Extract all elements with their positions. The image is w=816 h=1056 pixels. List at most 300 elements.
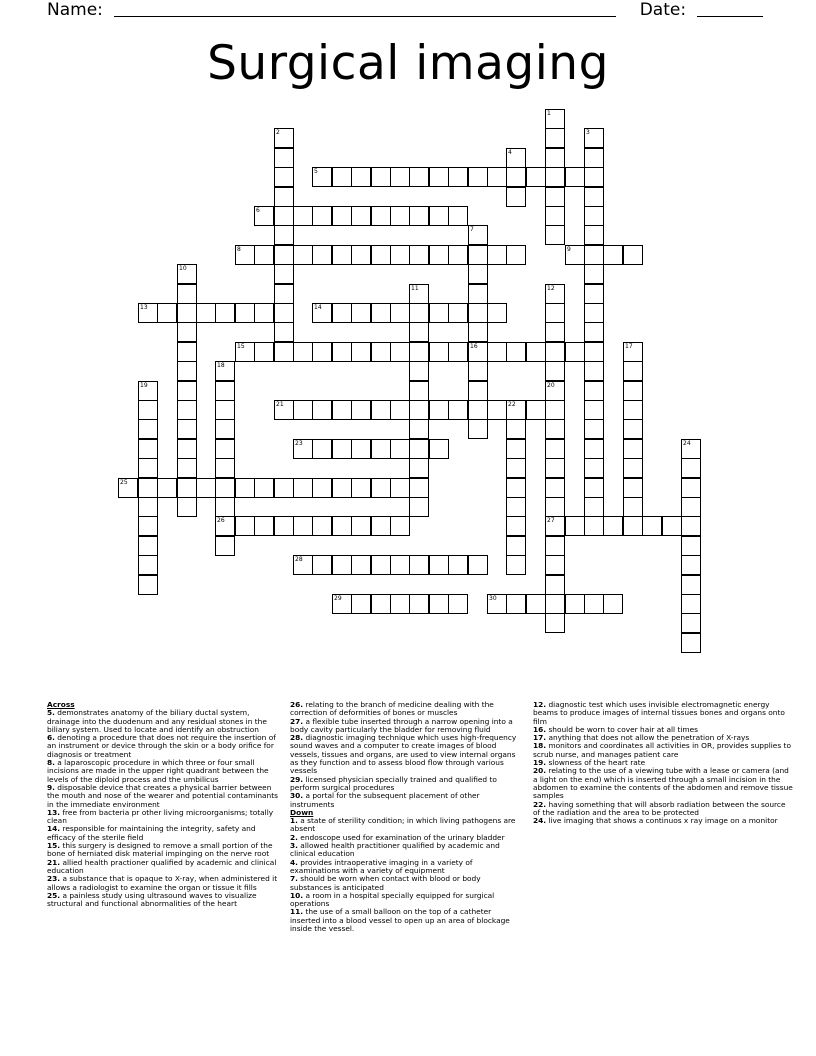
grid-cell[interactable] [409, 400, 429, 420]
grid-cell[interactable] [332, 342, 352, 362]
grid-cell[interactable] [274, 167, 294, 187]
grid-cell[interactable] [681, 497, 701, 517]
grid-cell[interactable] [565, 342, 585, 362]
grid-cell[interactable] [429, 206, 449, 226]
grid-cell[interactable] [293, 342, 313, 362]
grid-cell[interactable] [545, 167, 565, 187]
grid-cell[interactable] [545, 497, 565, 517]
grid-cell[interactable] [274, 342, 294, 362]
grid-cell[interactable] [468, 303, 488, 323]
grid-cell[interactable] [409, 284, 429, 304]
grid-cell[interactable] [681, 439, 701, 459]
grid-cell[interactable] [487, 245, 507, 265]
grid-cell[interactable] [545, 613, 565, 633]
grid-cell[interactable] [468, 361, 488, 381]
grid-cell[interactable] [506, 187, 526, 207]
grid-cell[interactable] [177, 322, 197, 342]
clue-item [290, 792, 522, 809]
grid-cell[interactable] [177, 361, 197, 381]
grid-cell[interactable] [506, 148, 526, 168]
grid-cell[interactable] [351, 245, 371, 265]
grid-cell[interactable] [177, 264, 197, 284]
grid-cell[interactable] [274, 206, 294, 226]
grid-cell[interactable] [506, 400, 526, 420]
grid-cell[interactable] [409, 206, 429, 226]
grid-cell[interactable] [681, 594, 701, 614]
grid-cell[interactable] [429, 303, 449, 323]
grid-cell[interactable] [506, 458, 526, 478]
grid-cell[interactable] [584, 303, 604, 323]
grid-cell[interactable] [487, 400, 507, 420]
grid-cell[interactable] [390, 594, 410, 614]
grid-cell[interactable] [603, 245, 623, 265]
grid-cell[interactable] [545, 575, 565, 595]
clue-item-number: 30. [290, 791, 304, 801]
grid-cell[interactable] [487, 594, 507, 614]
grid-cell[interactable] [681, 516, 701, 536]
grid-cell[interactable] [332, 206, 352, 226]
grid-cell[interactable] [409, 594, 429, 614]
grid-cell[interactable] [390, 206, 410, 226]
grid-cell[interactable] [312, 478, 332, 498]
grid-cell[interactable] [371, 342, 391, 362]
grid-cell[interactable] [274, 128, 294, 148]
grid-cell[interactable] [138, 497, 158, 517]
grid-cell[interactable] [215, 419, 235, 439]
grid-cell[interactable] [312, 303, 332, 323]
grid-cell[interactable] [662, 516, 682, 536]
grid-cell[interactable] [584, 245, 604, 265]
grid-cell[interactable] [390, 167, 410, 187]
grid-cell[interactable] [681, 478, 701, 498]
grid-cell[interactable] [642, 516, 662, 536]
grid-cell[interactable] [371, 555, 391, 575]
grid-cell[interactable] [215, 400, 235, 420]
grid-cell[interactable] [623, 361, 643, 381]
grid-cell[interactable] [429, 400, 449, 420]
grid-cell[interactable] [584, 206, 604, 226]
grid-cell[interactable] [545, 109, 565, 129]
grid-cell[interactable] [545, 555, 565, 575]
grid-cell[interactable] [429, 245, 449, 265]
across-heading: Across [47, 700, 75, 709]
grid-cell[interactable] [584, 439, 604, 459]
grid-cell[interactable] [138, 555, 158, 575]
grid-cell[interactable] [584, 225, 604, 245]
grid-cell[interactable] [293, 555, 313, 575]
grid-cell[interactable] [448, 555, 468, 575]
grid-cell[interactable] [332, 303, 352, 323]
grid-cell[interactable] [390, 555, 410, 575]
grid-cell[interactable] [157, 303, 177, 323]
grid-cell[interactable] [235, 478, 255, 498]
grid-cell[interactable] [506, 245, 526, 265]
grid-cell[interactable] [351, 400, 371, 420]
grid-cell[interactable] [584, 419, 604, 439]
grid-cell[interactable] [274, 284, 294, 304]
grid-cell[interactable] [254, 516, 274, 536]
grid-cell[interactable] [584, 264, 604, 284]
grid-cell[interactable] [584, 148, 604, 168]
grid-cell[interactable] [215, 478, 235, 498]
grid-cell[interactable] [138, 400, 158, 420]
clue-item-number: 29. [290, 774, 304, 784]
grid-cell[interactable] [254, 342, 274, 362]
grid-cell[interactable] [468, 167, 488, 187]
grid-cell[interactable] [506, 419, 526, 439]
grid-cell[interactable] [351, 478, 371, 498]
grid-cell[interactable] [506, 497, 526, 517]
grid-cell[interactable] [371, 400, 391, 420]
grid-cell[interactable] [506, 555, 526, 575]
grid-cell[interactable] [448, 167, 468, 187]
grid-cell[interactable] [545, 128, 565, 148]
grid-cell[interactable] [351, 439, 371, 459]
grid-cell[interactable] [254, 245, 274, 265]
grid-cell[interactable] [623, 497, 643, 517]
grid-cell[interactable] [565, 516, 585, 536]
grid-cell[interactable] [274, 516, 294, 536]
clue-number: 5 [314, 168, 318, 175]
grid-cell[interactable] [429, 167, 449, 187]
grid-cell[interactable] [332, 245, 352, 265]
grid-cell[interactable] [584, 400, 604, 420]
grid-cell[interactable] [603, 594, 623, 614]
grid-cell[interactable] [448, 400, 468, 420]
clue-number: 10 [179, 265, 187, 272]
grid-cell[interactable] [429, 555, 449, 575]
grid-cell[interactable] [274, 322, 294, 342]
grid-cell[interactable] [177, 497, 197, 517]
grid-cell[interactable] [196, 303, 216, 323]
grid-cell[interactable] [526, 400, 546, 420]
grid-cell[interactable] [409, 322, 429, 342]
grid-cell[interactable] [371, 167, 391, 187]
grid-cell[interactable] [351, 555, 371, 575]
grid-cell[interactable] [584, 167, 604, 187]
grid-cell[interactable] [409, 167, 429, 187]
grid-cell[interactable] [448, 303, 468, 323]
grid-cell[interactable] [390, 478, 410, 498]
grid-cell[interactable] [545, 478, 565, 498]
clue-item [290, 817, 522, 834]
grid-cell[interactable] [584, 128, 604, 148]
grid-cell[interactable] [506, 342, 526, 362]
grid-cell[interactable] [215, 497, 235, 517]
grid-cell[interactable] [177, 478, 197, 498]
grid-cell[interactable] [623, 381, 643, 401]
grid-cell[interactable] [545, 322, 565, 342]
grid-cell[interactable] [332, 594, 352, 614]
grid-cell[interactable] [603, 516, 623, 536]
grid-cell[interactable] [235, 342, 255, 362]
grid-cell[interactable] [468, 225, 488, 245]
grid-cell[interactable] [177, 400, 197, 420]
grid-cell[interactable] [584, 322, 604, 342]
grid-cell[interactable] [177, 284, 197, 304]
grid-cell[interactable] [584, 361, 604, 381]
grid-cell[interactable] [468, 322, 488, 342]
grid-cell[interactable] [409, 245, 429, 265]
grid-cell[interactable] [526, 594, 546, 614]
grid-cell[interactable] [312, 167, 332, 187]
grid-cell[interactable] [138, 516, 158, 536]
grid-cell[interactable] [138, 575, 158, 595]
grid-cell[interactable] [545, 516, 565, 536]
grid-cell[interactable] [332, 516, 352, 536]
clue-item-text: provides intraoperative imaging in a variety of examinations with a variety of equipment [290, 857, 473, 875]
grid-cell[interactable] [409, 361, 429, 381]
grid-cell[interactable] [681, 536, 701, 556]
grid-cell[interactable] [584, 187, 604, 207]
grid-cell[interactable] [506, 536, 526, 556]
grid-cell[interactable] [332, 555, 352, 575]
grid-cell[interactable] [274, 478, 294, 498]
grid-cell[interactable] [584, 516, 604, 536]
grid-cell[interactable] [254, 303, 274, 323]
grid-cell[interactable] [332, 478, 352, 498]
grid-cell[interactable] [215, 536, 235, 556]
grid-cell[interactable] [138, 536, 158, 556]
grid-cell[interactable] [545, 458, 565, 478]
grid-cell[interactable] [545, 225, 565, 245]
grid-cell[interactable] [545, 536, 565, 556]
grid-cell[interactable] [312, 516, 332, 536]
grid-cell[interactable] [584, 458, 604, 478]
grid-cell[interactable] [584, 594, 604, 614]
grid-cell[interactable] [215, 361, 235, 381]
grid-cell[interactable] [623, 516, 643, 536]
grid-cell[interactable] [545, 342, 565, 362]
grid-cell[interactable] [545, 284, 565, 304]
grid-cell[interactable] [584, 478, 604, 498]
grid-cell[interactable] [565, 245, 585, 265]
grid-cell[interactable] [138, 458, 158, 478]
grid-cell[interactable] [371, 303, 391, 323]
grid-cell[interactable] [409, 497, 429, 517]
grid-cell[interactable] [565, 167, 585, 187]
grid-cell[interactable] [545, 303, 565, 323]
grid-cell[interactable] [545, 206, 565, 226]
grid-cell[interactable] [371, 478, 391, 498]
grid-cell[interactable] [274, 303, 294, 323]
grid-cell[interactable] [681, 555, 701, 575]
grid-cell[interactable] [351, 516, 371, 536]
grid-cell[interactable] [312, 555, 332, 575]
grid-cell[interactable] [409, 439, 429, 459]
grid-cell[interactable] [332, 167, 352, 187]
grid-cell[interactable] [390, 400, 410, 420]
grid-cell[interactable] [429, 342, 449, 362]
clue-item-text: a room in a hospital specially equipped for surgical operations [290, 890, 495, 909]
grid-cell[interactable] [274, 245, 294, 265]
grid-cell[interactable] [351, 206, 371, 226]
grid-cell[interactable] [177, 381, 197, 401]
grid-cell[interactable] [584, 342, 604, 362]
grid-cell[interactable] [312, 439, 332, 459]
clue-number: 14 [314, 304, 322, 311]
grid-cell[interactable] [623, 458, 643, 478]
grid-cell[interactable] [448, 245, 468, 265]
grid-cell[interactable] [468, 555, 488, 575]
grid-cell[interactable] [215, 516, 235, 536]
grid-cell[interactable] [584, 381, 604, 401]
grid-cell[interactable] [545, 419, 565, 439]
grid-cell[interactable] [177, 342, 197, 362]
grid-cell[interactable] [506, 478, 526, 498]
grid-cell[interactable] [526, 342, 546, 362]
grid-cell[interactable] [468, 400, 488, 420]
clue-item-number: 28. [290, 733, 304, 743]
grid-cell[interactable] [409, 555, 429, 575]
grid-cell[interactable] [177, 419, 197, 439]
grid-cell[interactable] [332, 400, 352, 420]
grid-cell[interactable] [429, 439, 449, 459]
grid-cell[interactable] [429, 594, 449, 614]
grid-cell[interactable] [545, 594, 565, 614]
grid-cell[interactable] [371, 516, 391, 536]
grid-cell[interactable] [215, 381, 235, 401]
clue-item-number: 12. [533, 700, 547, 709]
grid-cell[interactable] [545, 148, 565, 168]
grid-cell[interactable] [371, 594, 391, 614]
grid-cell[interactable] [487, 342, 507, 362]
grid-cell[interactable] [177, 458, 197, 478]
grid-cell[interactable] [623, 342, 643, 362]
grid-cell[interactable] [468, 284, 488, 304]
grid-cell[interactable] [293, 400, 313, 420]
grid-cell[interactable] [506, 439, 526, 459]
grid-cell[interactable] [681, 613, 701, 633]
grid-cell[interactable] [584, 284, 604, 304]
grid-cell[interactable] [235, 516, 255, 536]
grid-cell[interactable] [468, 264, 488, 284]
grid-cell[interactable] [584, 497, 604, 517]
grid-cell[interactable] [351, 303, 371, 323]
grid-cell[interactable] [235, 245, 255, 265]
grid-cell[interactable] [681, 458, 701, 478]
grid-cell[interactable] [215, 439, 235, 459]
grid-cell[interactable] [254, 478, 274, 498]
clue-number: 25 [120, 479, 128, 486]
grid-cell[interactable] [487, 167, 507, 187]
grid-cell[interactable] [390, 516, 410, 536]
grid-cell[interactable] [254, 206, 274, 226]
grid-cell[interactable] [409, 381, 429, 401]
grid-cell[interactable] [351, 342, 371, 362]
grid-cell[interactable] [274, 148, 294, 168]
grid-cell[interactable] [448, 206, 468, 226]
grid-cell[interactable] [274, 264, 294, 284]
grid-cell[interactable] [623, 439, 643, 459]
grid-cell[interactable] [138, 439, 158, 459]
grid-cell[interactable] [312, 245, 332, 265]
grid-cell[interactable] [468, 245, 488, 265]
grid-cell[interactable] [506, 167, 526, 187]
grid-cell[interactable] [312, 400, 332, 420]
clue-item-number: 14. [47, 824, 61, 834]
grid-cell[interactable] [623, 400, 643, 420]
grid-cell[interactable] [526, 167, 546, 187]
grid-cell[interactable] [293, 206, 313, 226]
grid-cell[interactable] [138, 381, 158, 401]
grid-cell[interactable] [312, 206, 332, 226]
grid-cell[interactable] [118, 478, 138, 498]
grid-cell[interactable] [274, 187, 294, 207]
grid-cell[interactable] [235, 303, 255, 323]
grid-cell[interactable] [390, 439, 410, 459]
grid-cell[interactable] [681, 575, 701, 595]
grid-cell[interactable] [293, 516, 313, 536]
grid-cell[interactable] [448, 342, 468, 362]
grid-cell[interactable] [177, 439, 197, 459]
grid-cell[interactable] [196, 478, 216, 498]
grid-cell[interactable] [623, 419, 643, 439]
grid-cell[interactable] [138, 303, 158, 323]
grid-cell[interactable] [138, 478, 158, 498]
grid-cell[interactable] [312, 342, 332, 362]
grid-cell[interactable] [545, 187, 565, 207]
grid-cell[interactable] [371, 439, 391, 459]
grid-cell[interactable] [138, 419, 158, 439]
grid-cell[interactable] [448, 594, 468, 614]
grid-cell[interactable] [409, 303, 429, 323]
grid-cell[interactable] [157, 478, 177, 498]
grid-cell[interactable] [545, 400, 565, 420]
grid-cell[interactable] [545, 439, 565, 459]
clue-item [290, 875, 522, 892]
grid-cell[interactable] [623, 245, 643, 265]
grid-cell[interactable] [390, 245, 410, 265]
clue-number: 20 [547, 382, 555, 389]
grid-cell[interactable] [177, 303, 197, 323]
grid-cell[interactable] [274, 225, 294, 245]
grid-cell[interactable] [332, 439, 352, 459]
grid-cell[interactable] [468, 419, 488, 439]
grid-cell[interactable] [274, 400, 294, 420]
grid-cell[interactable] [623, 478, 643, 498]
grid-cell[interactable] [468, 342, 488, 362]
clue-item-number: 16. [533, 724, 547, 734]
grid-cell[interactable] [371, 245, 391, 265]
clue-item-text: should be worn to cover hair at all times [546, 724, 698, 734]
grid-cell[interactable] [506, 594, 526, 614]
grid-cell[interactable] [293, 439, 313, 459]
grid-cell[interactable] [409, 458, 429, 478]
grid-cell[interactable] [681, 633, 701, 653]
grid-cell[interactable] [487, 303, 507, 323]
grid-cell[interactable] [215, 303, 235, 323]
clue-item [290, 776, 522, 793]
grid-cell[interactable] [468, 381, 488, 401]
grid-cell[interactable] [215, 458, 235, 478]
grid-cell[interactable] [409, 478, 429, 498]
grid-cell[interactable] [545, 381, 565, 401]
grid-cell[interactable] [565, 594, 585, 614]
grid-cell[interactable] [409, 419, 429, 439]
grid-cell[interactable] [409, 342, 429, 362]
grid-cell[interactable] [351, 594, 371, 614]
grid-cell[interactable] [506, 516, 526, 536]
grid-cell[interactable] [351, 167, 371, 187]
grid-cell[interactable] [545, 361, 565, 381]
grid-cell[interactable] [390, 303, 410, 323]
grid-cell[interactable] [390, 342, 410, 362]
clue-item-text: responsible for maintaining the integrity, safety and efficacy of the sterile field [47, 824, 256, 842]
grid-cell[interactable] [371, 206, 391, 226]
grid-cell[interactable] [293, 478, 313, 498]
grid-cell[interactable] [293, 245, 313, 265]
